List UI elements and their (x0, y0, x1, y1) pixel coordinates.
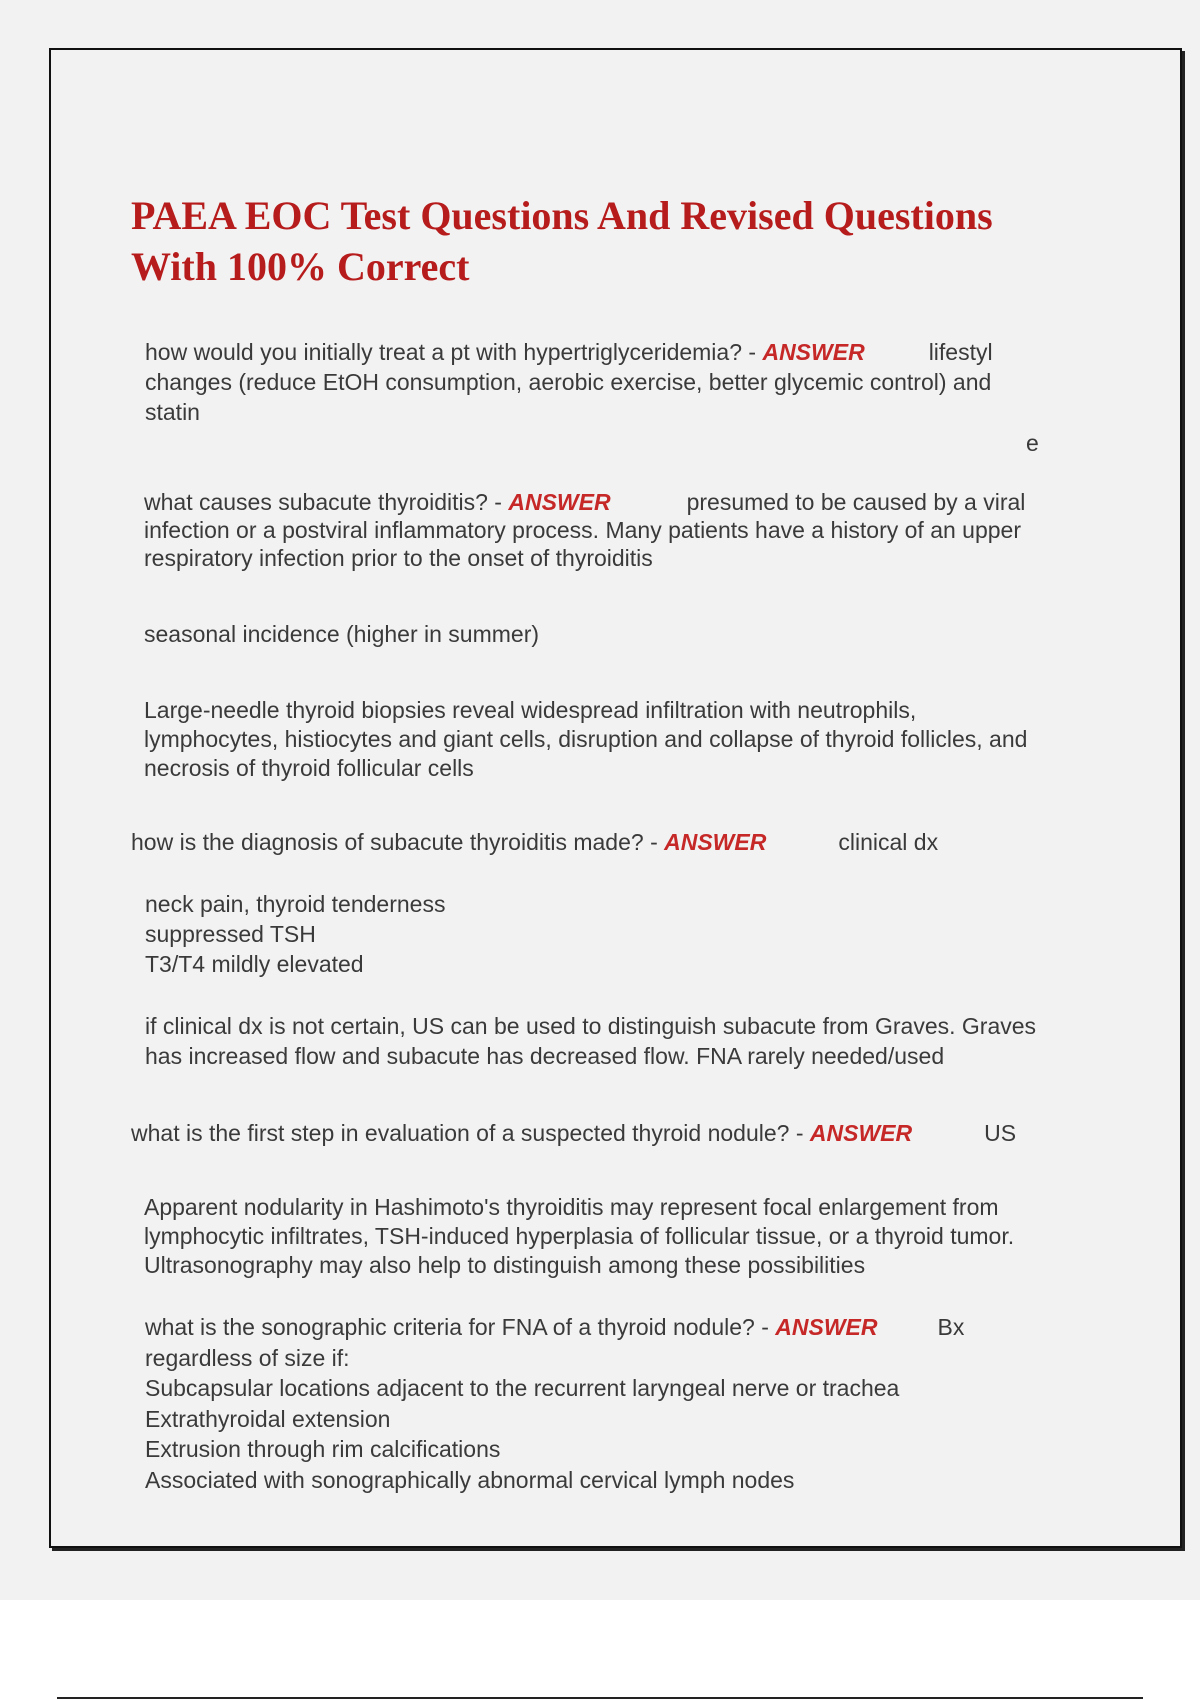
question-text: what causes subacute thyroiditis? - (144, 489, 509, 515)
question-line (145, 1312, 964, 1343)
answer-start: US (984, 1120, 1017, 1146)
question-line (131, 827, 938, 857)
paragraph-biopsy-findings (144, 696, 1027, 783)
paragraph-line: if clinical dx is not certain, US can be used to distinguish subacute from Graves. Graves (145, 1013, 1037, 1039)
paragraph-hashimoto-nodularity (144, 1193, 1014, 1280)
answer-start: presumed to be caused by a viral (686, 489, 1026, 515)
question-line (131, 1118, 1016, 1148)
paragraph-line: Ultrasonography may also help to distinguish among these possibilities (144, 1252, 866, 1278)
question-text: what is the first step in evaluation of a suspected thyroid nodule? - (131, 1120, 810, 1146)
document-title (131, 190, 1111, 292)
answer-line: changes (reduce EtOH consumption, aerobic exercise, better glycemic control) and (145, 369, 992, 395)
answer-start: Bx (937, 1314, 965, 1340)
paragraph-line: Apparent nodularity in Hashimoto's thyroiditis may represent focal enlargement from (144, 1194, 999, 1220)
title-line-1: PAEA EOC Test Questions And Revised Questions (131, 193, 993, 238)
paragraph-seasonal-incidence (144, 619, 539, 649)
question-text: how is the diagnosis of subacute thyroiditis made? - (131, 829, 665, 855)
qa-subacute-thyroiditis-diagnosis (131, 827, 938, 857)
diagnosis-findings-list (145, 889, 445, 979)
paragraph-line: lymphocytes, histiocytes and giant cells, disruption and collapse of thyroid follicles, and (144, 726, 1028, 752)
criteria-line: Extrusion through rim calcifications (145, 1436, 501, 1462)
criteria-line: Associated with sonographically abnormal cervical lymph nodes (145, 1466, 795, 1493)
qa-thyroid-nodule-first-step (131, 1118, 1016, 1148)
list-item: T3/T4 mildly elevated (145, 951, 364, 977)
paragraph-line: has increased flow and subacute has decreased flow. FNA rarely needed/used (145, 1043, 945, 1069)
footer-divider (57, 1697, 1143, 1699)
answer-line: infection or a postviral inflammatory process. Many patients have a history of an upper (144, 517, 1021, 543)
answer-line: statin (145, 399, 200, 425)
qa-hypertriglyceridemia (145, 337, 993, 427)
answer-start: clinical dx (838, 829, 939, 855)
list-item: neck pain, thyroid tenderness (145, 891, 446, 917)
question-line (145, 337, 993, 367)
list-item: suppressed TSH (145, 921, 316, 947)
qa-fna-sonographic-criteria (145, 1312, 964, 1495)
criteria-line: Extrathyroidal extension (145, 1405, 391, 1432)
criteria-line: regardless of size if: (145, 1344, 350, 1371)
answer-label: ANSWER (775, 1314, 878, 1340)
answer-label: ANSWER (762, 339, 865, 365)
qa-subacute-thyroiditis-cause (144, 488, 1025, 572)
answer-line: respiratory infection prior to the onset of thyroiditis (144, 545, 653, 571)
stray-character: e (1026, 430, 1039, 456)
paragraph-line: lymphocytic infiltrates, TSH-induced hyperplasia of follicular tissue, or a thyroid tumor. (144, 1223, 1015, 1249)
paragraph-line: Large-needle thyroid biopsies reveal widespread infiltration with neutrophils, (144, 697, 917, 723)
question-text: how would you initially treat a pt with hypertriglyceridemia? - (145, 339, 763, 365)
answer-start: lifestyl (928, 339, 993, 365)
answer-label: ANSWER (809, 1120, 913, 1146)
title-line-2: With 100% Correct (131, 244, 470, 289)
question-line (144, 488, 1025, 516)
paragraph-ultrasound-graves (145, 1011, 1036, 1071)
answer-label: ANSWER (664, 829, 767, 855)
paragraph-line: necrosis of thyroid follicular cells (144, 755, 474, 781)
paragraph-line: seasonal incidence (higher in summer) (144, 621, 540, 647)
question-text: what is the sonographic criteria for FNA of a thyroid nodule? - (145, 1314, 776, 1340)
answer-label: ANSWER (508, 489, 611, 515)
criteria-line: Subcapsular locations adjacent to the recurrent laryngeal nerve or trachea (145, 1375, 900, 1401)
